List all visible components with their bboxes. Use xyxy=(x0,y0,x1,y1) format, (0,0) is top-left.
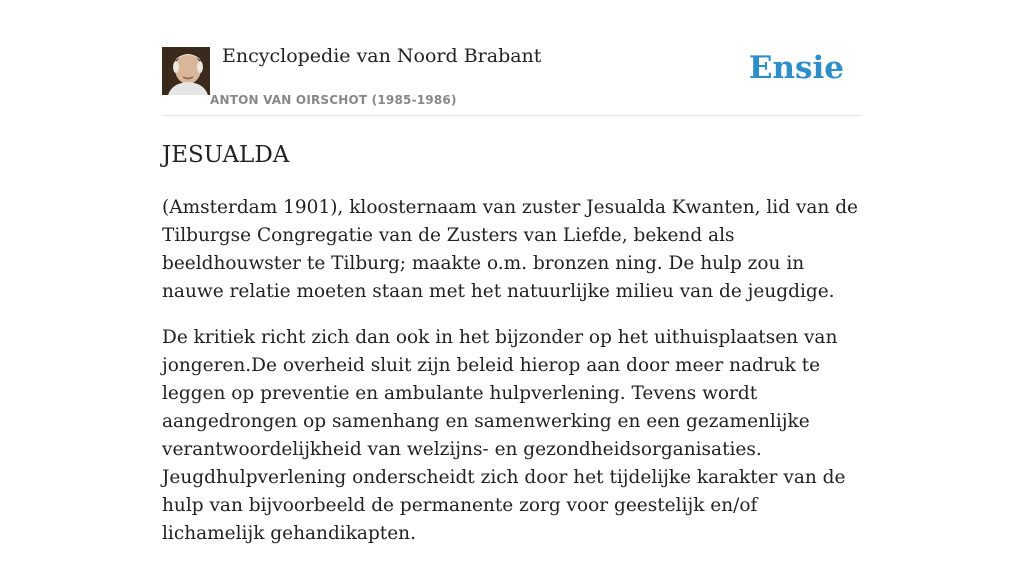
header xyxy=(162,0,862,116)
brand-logo[interactable]: Ensie xyxy=(748,50,844,86)
article xyxy=(162,138,864,566)
author-portrait-icon xyxy=(162,47,210,95)
site-title[interactable]: Encyclopedie van Noord Brabant xyxy=(222,45,542,67)
article-paragraph: De kritiek richt zich dan ook in het bijzonder op het uithuisplaatsen van jongeren.De overheid sluit zijn beleid hierop aan door meer nadruk te leggen op preventie en ambulante hulpverlening. Tevens wordt aangedrongen op samenhang en samenwerking en een gezamenlijke verantwoordelijkheid van welzijns- en gezondheidsorganisaties. Jeugdhulpverlening onderscheidt zich door het tijdelijke karakter van de hulp van bijvoorbeeld de permanente zorg voor geestelijk en/of lichamelijk gehandikapten. xyxy=(162,327,846,544)
author-name[interactable]: ANTON VAN OIRSCHOT (1985-1986) xyxy=(210,93,457,107)
article-title: JESUALDA xyxy=(162,142,290,168)
author-avatar[interactable] xyxy=(162,47,210,95)
article-paragraph: (Amsterdam 1901), kloosternaam van zuster Jesualda Kwanten, lid van de Tilburgse Congregatie van de Zusters van Liefde, bekend als beeldhouwster te Tilburg; maakte o.m. bronzen ning. De hulp zou in nauwe relatie moeten staan met het natuurlijke milieu van de jeugdige. xyxy=(162,197,859,302)
